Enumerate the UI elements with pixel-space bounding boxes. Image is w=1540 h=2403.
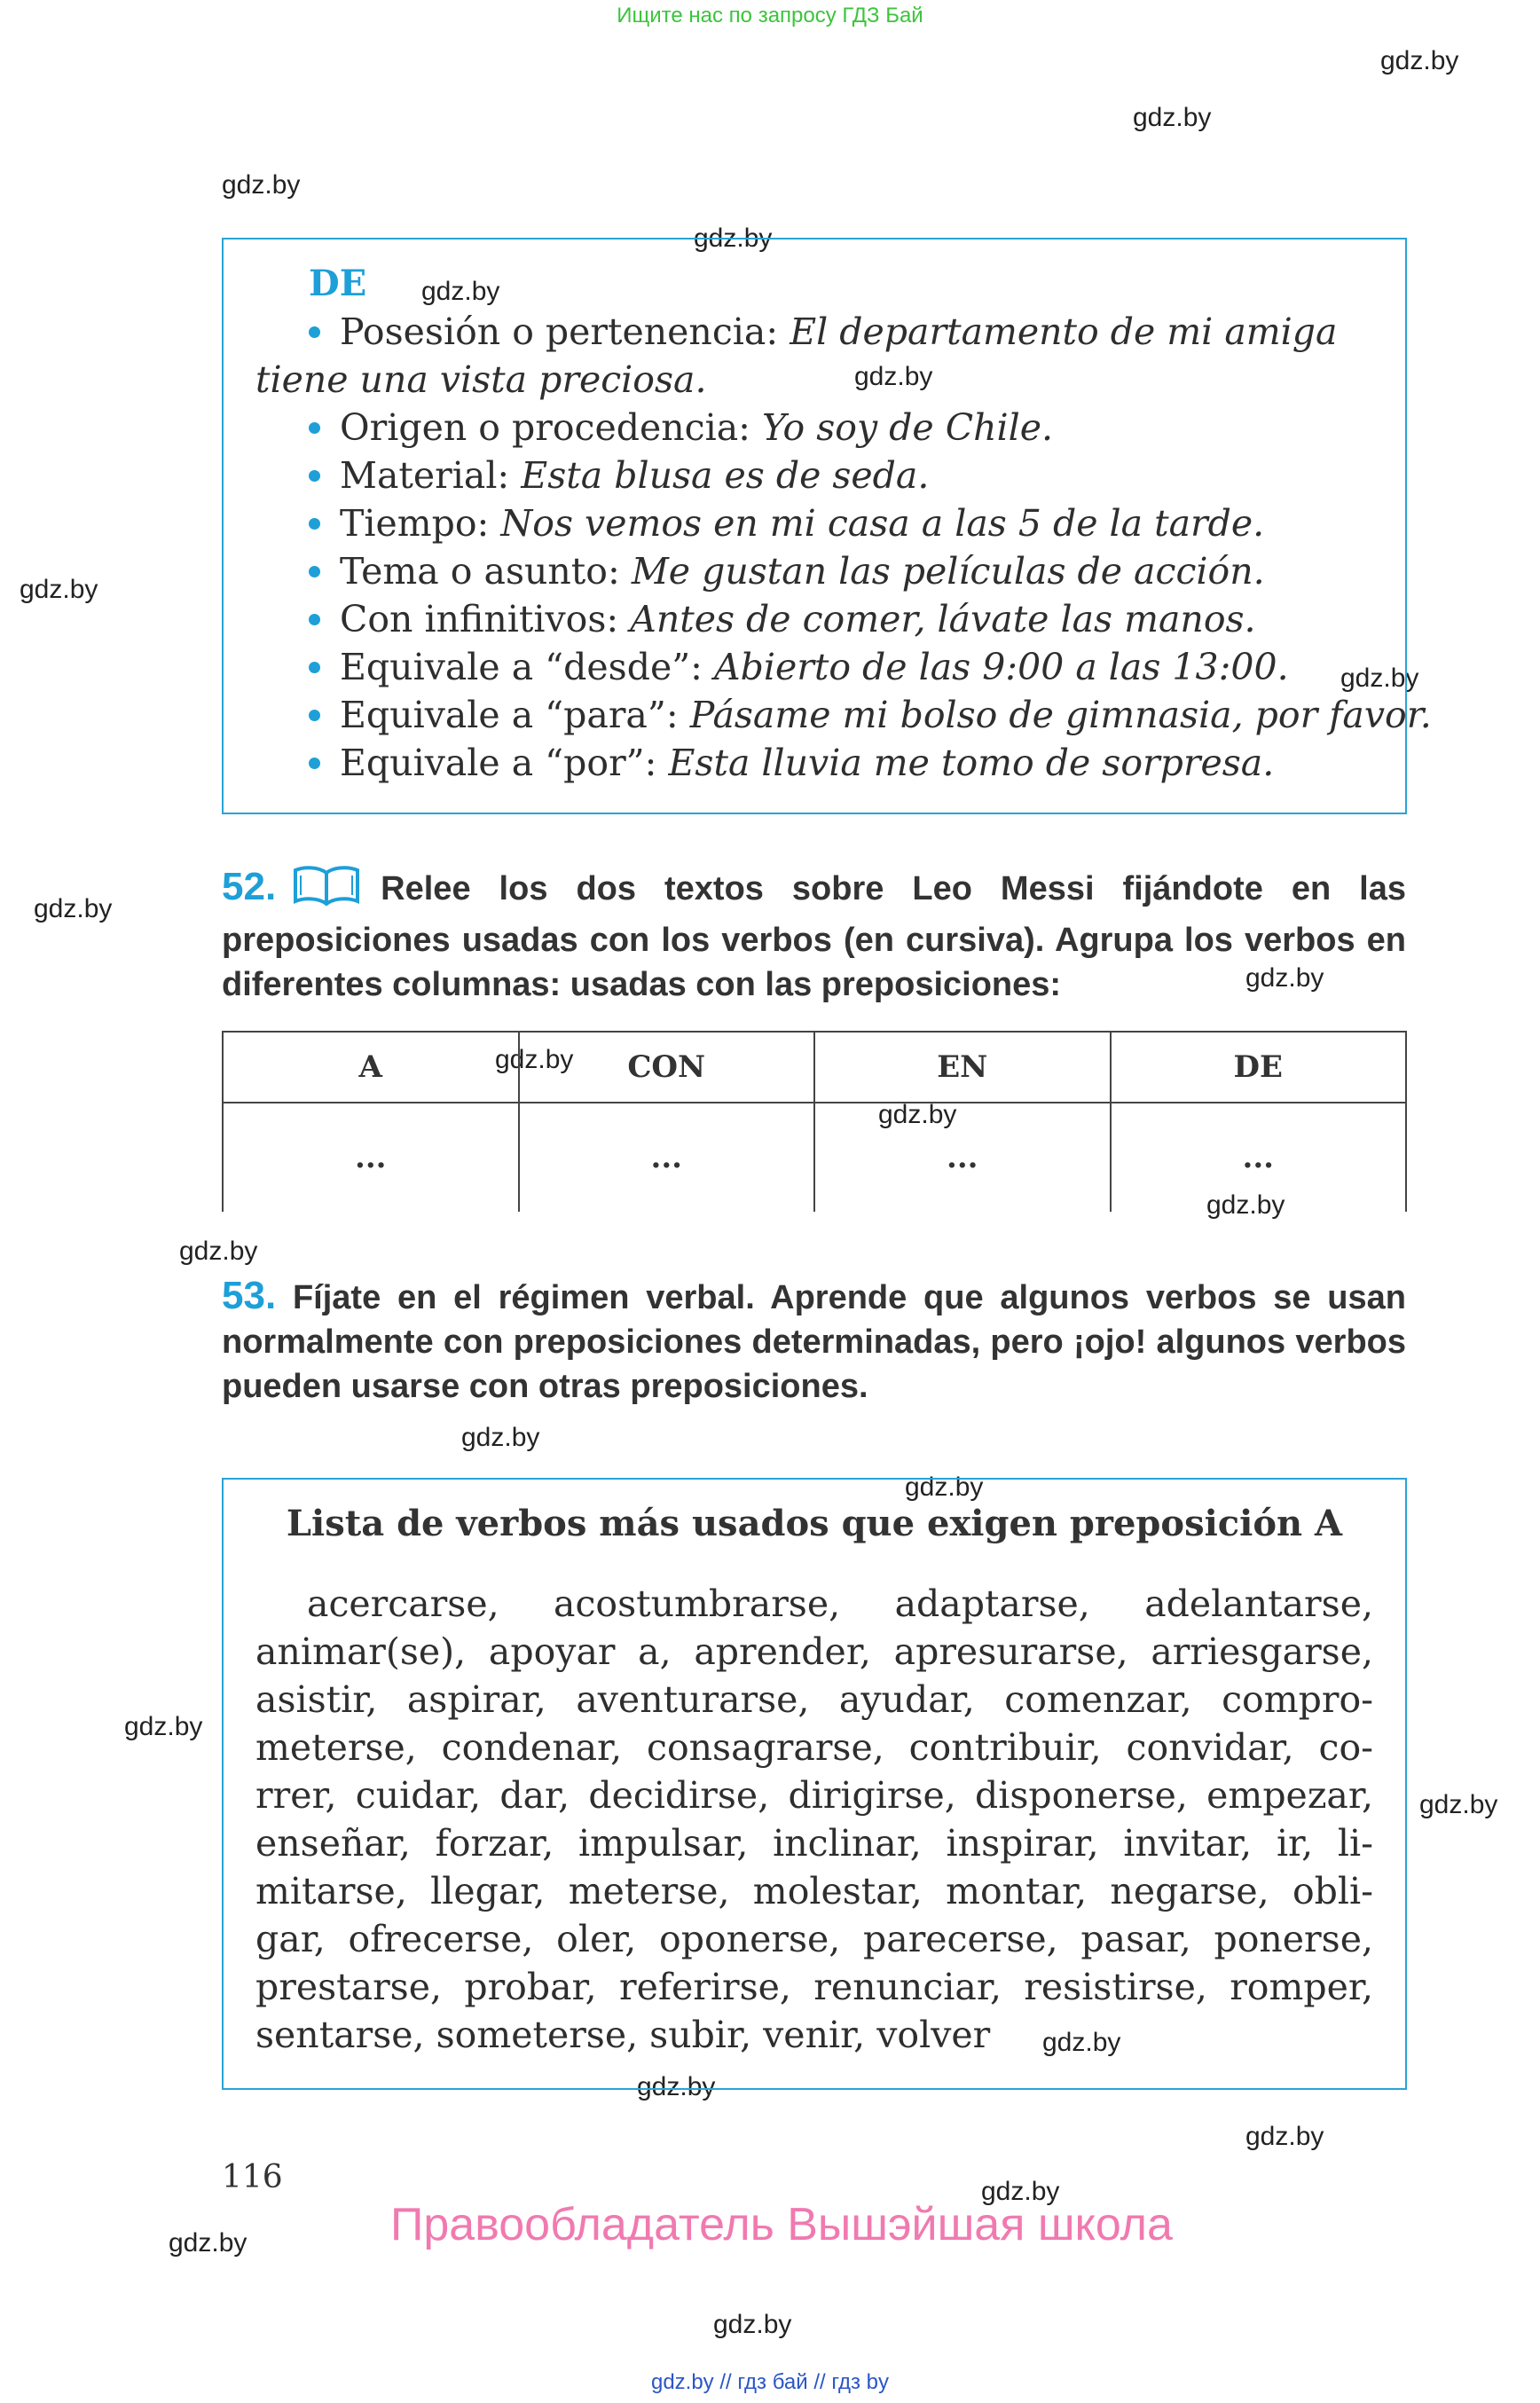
de-rule-item: Equivale a “por”: Esta lluvia me tomo de sorpresa. [255, 742, 1409, 784]
preposition-table [222, 1031, 1407, 1212]
watermark: gdz.by [1245, 963, 1324, 993]
de-rule-item: Con infinitivos: Antes de comer, lávate las manos. [255, 598, 1409, 640]
verb-list-line: rrer, cuidar, dar, decidirse, dirigirse, disponerse, empezar, [255, 1774, 1373, 1817]
exercise-52 [222, 864, 1406, 1007]
copyright-owner: Правообладатель Вышэйшая школа [390, 2199, 1173, 2250]
verb-list-line: asistir, aspirar, aventurarse, ayudar, comenzar, compro- [255, 1678, 1373, 1721]
watermark: gdz.by [461, 1423, 540, 1452]
bullet-icon [309, 662, 320, 673]
de-rule-item: Tiempo: Nos vemos en mi casa a las 5 de la tarde. [255, 502, 1409, 545]
de-rule-item: Origen o procedencia: Yo soy de Chile. [255, 406, 1409, 449]
watermark: gdz.by [1133, 103, 1212, 132]
search-hint: Ищите нас по запросу ГДЗ Бай [617, 4, 923, 27]
footer-links: gdz.by // гдз бай // гдз by [650, 2370, 890, 2394]
de-rule-item: Tema o asunto: Me gustan las películas de acción. [255, 550, 1409, 593]
watermark: gdz.by [878, 1100, 957, 1129]
watermark: gdz.by [1042, 2028, 1121, 2057]
watermark: gdz.by [854, 362, 933, 391]
table-header: EN [814, 1032, 1111, 1103]
watermark: gdz.by [981, 2177, 1060, 2206]
verb-list-title: Lista de verbos más usados que exigen preposición A [286, 1503, 1343, 1544]
exercise-53-number: 53. [222, 1274, 277, 1317]
de-rule-item: Equivale a “para”: Pásame mi bolso de gimnasia, por favor. [255, 694, 1409, 736]
page-number: 116 [222, 2159, 283, 2195]
bullet-icon [309, 518, 320, 530]
watermark: gdz.by [222, 170, 301, 200]
table-cell: ... [1111, 1103, 1407, 1212]
watermark: gdz.by [495, 1045, 574, 1074]
watermark: gdz.by [1340, 664, 1419, 693]
bullet-icon [309, 758, 320, 769]
verb-list-line: prestarse, probar, referirse, renunciar, resistirse, romper, [255, 1966, 1373, 2008]
watermark: gdz.by [637, 2072, 716, 2101]
exercise-52-text: Relee los dos textos sobre Leo Messi fijándote en las preposiciones usadas con los verbos (en cursiva). Agrupa los verbos en diferentes columnas: usadas con las preposiciones: [222, 870, 1406, 1003]
verb-list-line: sentarse, someterse, subir, venir, volver [255, 2014, 991, 2056]
open-book-icon [292, 864, 361, 918]
table-cell: ... [223, 1103, 519, 1212]
exercise-52-number: 52. [222, 865, 277, 908]
watermark: gdz.by [1380, 46, 1459, 75]
watermark: gdz.by [1419, 1790, 1498, 1819]
verb-list-line: enseñar, forzar, impulsar, inclinar, inspirar, invitar, ir, li- [255, 1822, 1373, 1865]
table-header: DE [1111, 1032, 1407, 1103]
watermark: gdz.by [124, 1712, 203, 1741]
bullet-icon [309, 710, 320, 721]
de-rule-item-continuation: tiene una vista preciosa. [255, 358, 707, 401]
bullet-icon [309, 566, 320, 577]
watermark: gdz.by [179, 1237, 258, 1266]
watermark: gdz.by [169, 2228, 248, 2258]
bullet-icon [309, 422, 320, 434]
de-rule-item: Material: Esta blusa es de seda. [255, 454, 1409, 497]
watermark: gdz.by [20, 575, 98, 604]
watermark: gdz.by [694, 224, 773, 253]
de-rule-item: Equivale a “desde”: Abierto de las 9:00 a las 13:00. [255, 646, 1409, 688]
bullet-icon [309, 614, 320, 625]
table-header: A [223, 1032, 519, 1103]
watermark: gdz.by [1245, 2122, 1324, 2151]
verb-list-line: acercarse, acostumbrarse, adaptarse, adelantarse, [307, 1582, 1373, 1625]
table-cell: ... [519, 1103, 815, 1212]
exercise-53-text: Fíjate en el régimen verbal. Aprende que algunos verbos se usan normalmente con preposiciones determinadas, pero ¡ojo! algunos verbos pueden usarse con otras preposiciones. [222, 1279, 1407, 1405]
verb-list-line: mitarse, llegar, meterse, molestar, montar, negarse, obli- [255, 1870, 1373, 1912]
verb-list-line: meterse, condenar, consagrarse, contribuir, convidar, co- [255, 1726, 1373, 1769]
de-rule-item: Posesión o pertenencia: El departamento de mi amiga [255, 310, 1409, 353]
bullet-icon [309, 470, 320, 482]
verb-list-line: animar(se), apoyar a, aprender, apresurarse, arriesgarse, [255, 1630, 1373, 1673]
watermark: gdz.by [34, 894, 113, 923]
de-box-title: DE [309, 263, 367, 304]
watermark: gdz.by [421, 277, 500, 306]
verb-list-line: gar, ofrecerse, oler, oponerse, parecerse, pasar, ponerse, [255, 1918, 1373, 1960]
table-cell: ... [814, 1103, 1111, 1212]
bullet-icon [309, 326, 320, 338]
watermark: gdz.by [905, 1472, 984, 1502]
table-header: CON [519, 1032, 815, 1103]
watermark: gdz.by [713, 2310, 792, 2339]
watermark: gdz.by [1206, 1190, 1285, 1220]
exercise-53 [222, 1274, 1406, 1409]
